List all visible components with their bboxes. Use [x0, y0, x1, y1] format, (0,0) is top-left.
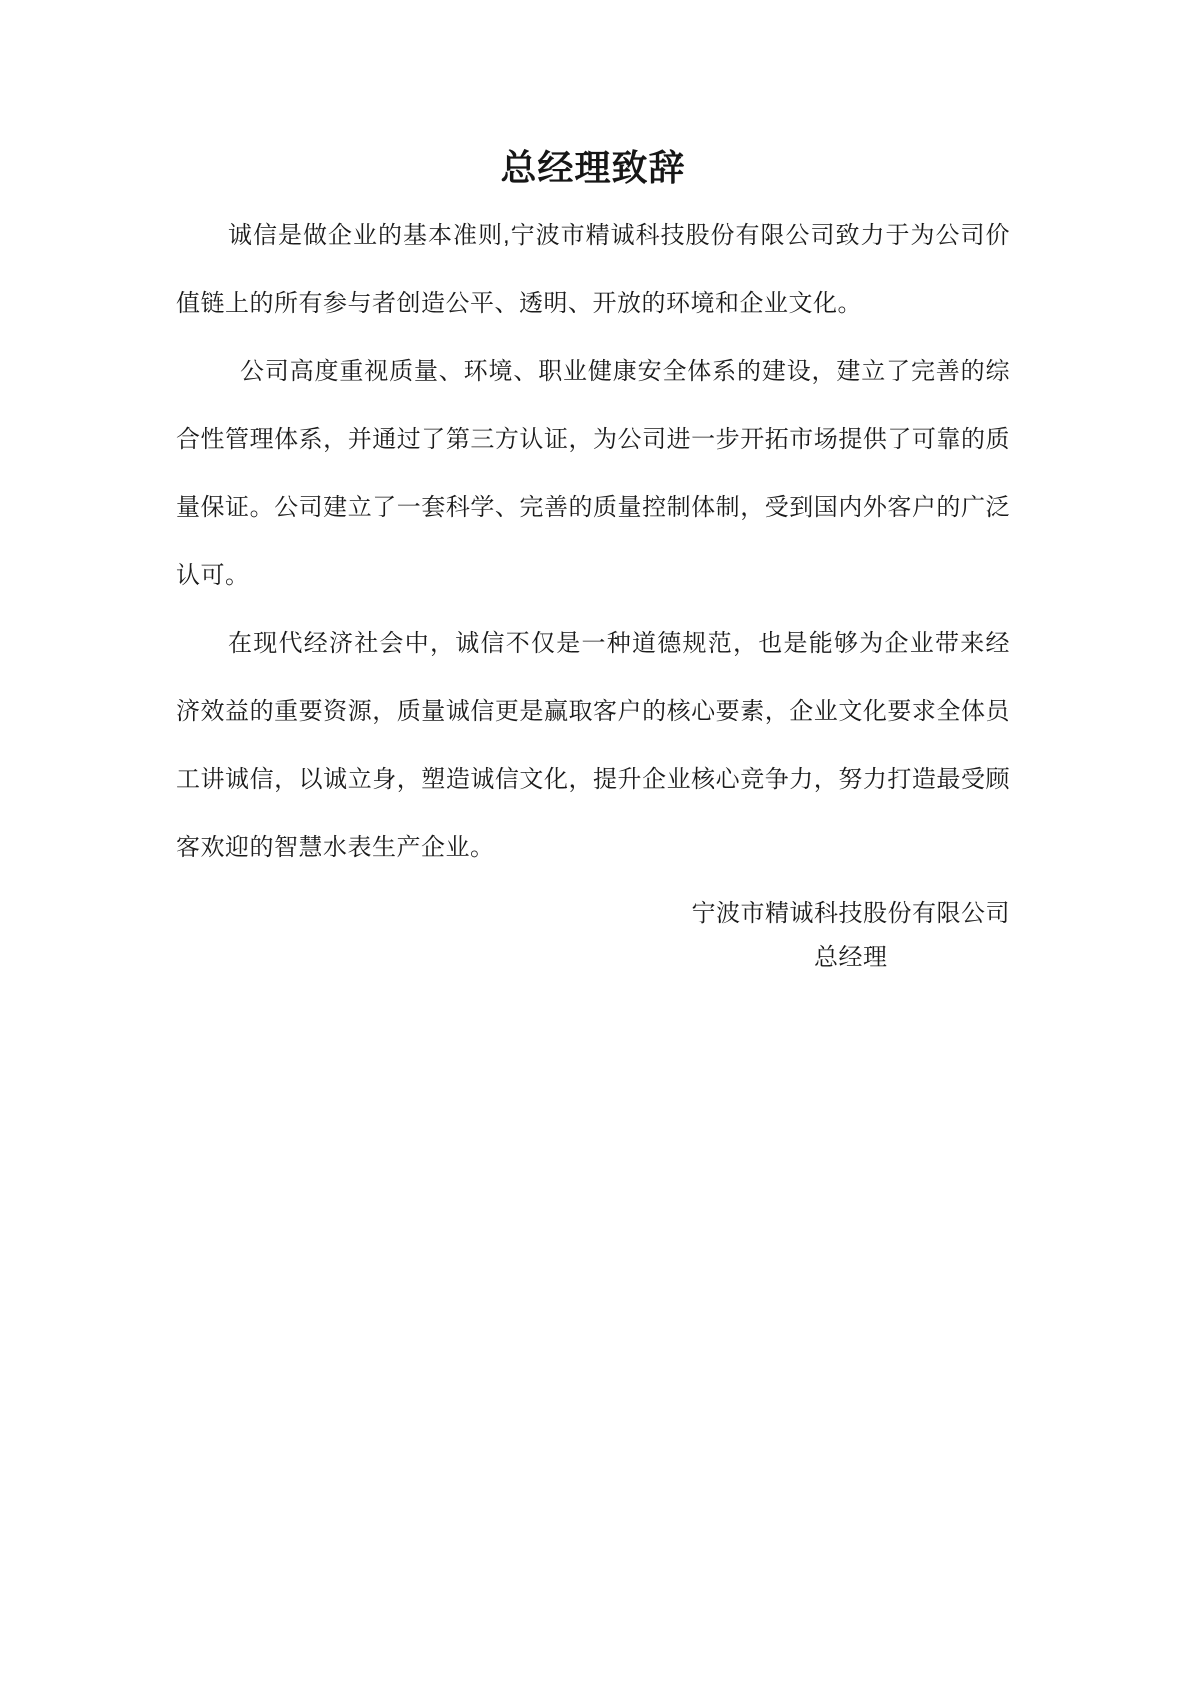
body-paragraph-1: 诚信是做企业的基本准则,宁波市精诚科技股份有限公司致力于为公司价值链上的所有参与者创造公平、透明、开放的环境和企业文化。	[176, 222, 1010, 317]
signature-inner	[692, 892, 1011, 980]
signature-block	[176, 892, 1010, 980]
signature-company: 宁波市精诚科技股份有限公司	[691, 900, 1010, 927]
body-paragraph-2: 公司高度重视质量、环境、职业健康安全体系的建设，建立了完善的综合性管理体系，并通过了第三方认证，为公司进一步开拓市场提供了可靠的质量保证。公司建立了一套科学、完善的质量控制体制，受到国内外客户的广泛认可。	[176, 358, 1010, 589]
signature-role: 总经理	[814, 944, 888, 971]
document-body	[176, 202, 1010, 882]
document-title: 总经理致辞	[500, 148, 686, 188]
body-paragraph-3: 在现代经济社会中，诚信不仅是一种道德规范，也是能够为企业带来经济效益的重要资源，质量诚信更是赢取客户的核心要素，企业文化要求全体员工讲诚信，以诚立身，塑造诚信文化，提升企业核心竞争力，努力打造最受顾客欢迎的智慧水表生产企业。	[176, 630, 1010, 861]
